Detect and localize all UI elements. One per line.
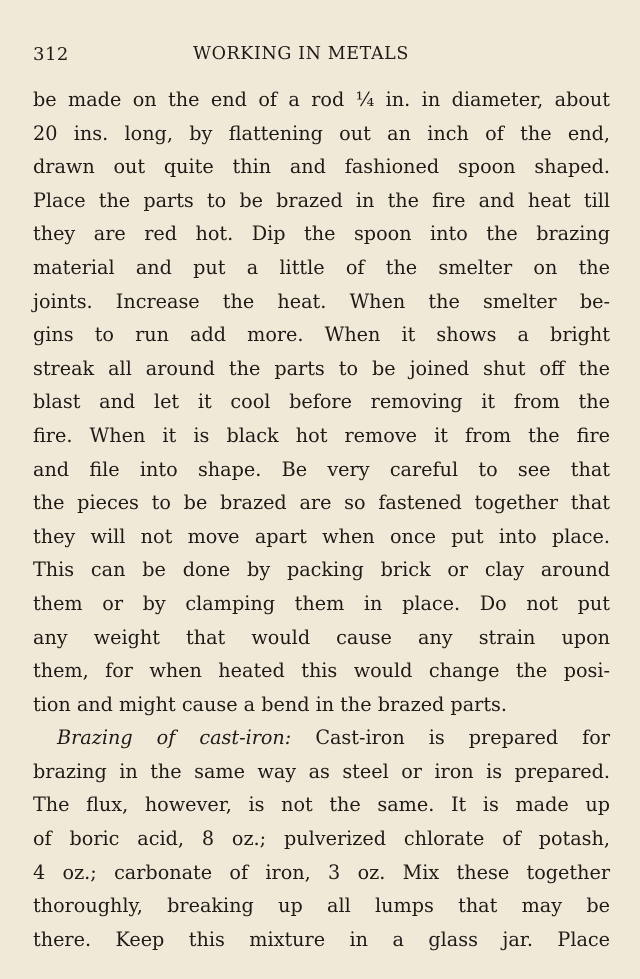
text-line: gins to run add more. When it shows a bright bbox=[33, 323, 610, 347]
text-line: and file into shape. Be very careful to see that bbox=[33, 457, 610, 481]
text-line: joints. Increase the heat. When the smelter be- bbox=[33, 289, 610, 313]
text-line: thoroughly, breaking up all lumps that may be bbox=[33, 894, 610, 918]
lead-line-text: Cast-iron is prepared for bbox=[291, 726, 610, 750]
paragraph-lead-line bbox=[33, 721, 610, 755]
text-line: them, for when heated this would change the posi- bbox=[33, 659, 610, 683]
text-line: the pieces to be brazed are so fastened together that bbox=[33, 491, 610, 515]
text-line: there. Keep this mixture in a glass jar. Place bbox=[33, 927, 610, 951]
text-line: be made on the end of a rod ¼ in. in diameter, about bbox=[33, 88, 610, 111]
text-line: they are red hot. Dip the spoon into the brazing bbox=[33, 222, 610, 246]
text-line: 20 ins. long, by flattening out an inch of the end, bbox=[33, 121, 610, 145]
text-line: tion and might cause a bend in the brazed parts. bbox=[33, 692, 507, 716]
section-run-in-heading: Brazing of cast-iron: bbox=[57, 726, 292, 750]
text-line: any weight that would cause any strain upon bbox=[33, 625, 610, 649]
text-line: them or by clamping them in place. Do not put bbox=[33, 591, 610, 615]
running-title: WORKING IN METALS bbox=[193, 44, 409, 64]
text-line: of boric acid, 8 oz.; pulverized chlorate of potash, bbox=[33, 827, 610, 851]
text-line: drawn out quite thin and fashioned spoon shaped. bbox=[33, 155, 610, 179]
text-line: Place the parts to be brazed in the fire and heat till bbox=[33, 188, 610, 212]
text-line: brazing in the same way as steel or iron is prepared. bbox=[33, 759, 610, 783]
text-line: This can be done by packing brick or clay around bbox=[33, 558, 610, 582]
text-line: material and put a little of the smelter on the bbox=[33, 255, 610, 279]
text-line: blast and let it cool before removing it from the bbox=[33, 390, 610, 414]
text-line: 4 oz.; carbonate of iron, 3 oz. Mix these together bbox=[33, 860, 610, 884]
text-line: streak all around the parts to be joined shut off the bbox=[33, 356, 610, 380]
text-line: fire. When it is black hot remove it from the fire bbox=[33, 423, 610, 447]
text-line: The flux, however, is not the same. It is made up bbox=[33, 793, 610, 817]
running-head bbox=[33, 44, 608, 70]
body-text bbox=[33, 83, 610, 956]
text-line: they will not move apart when once put into place. bbox=[33, 524, 610, 548]
page-number: 312 bbox=[33, 44, 69, 65]
